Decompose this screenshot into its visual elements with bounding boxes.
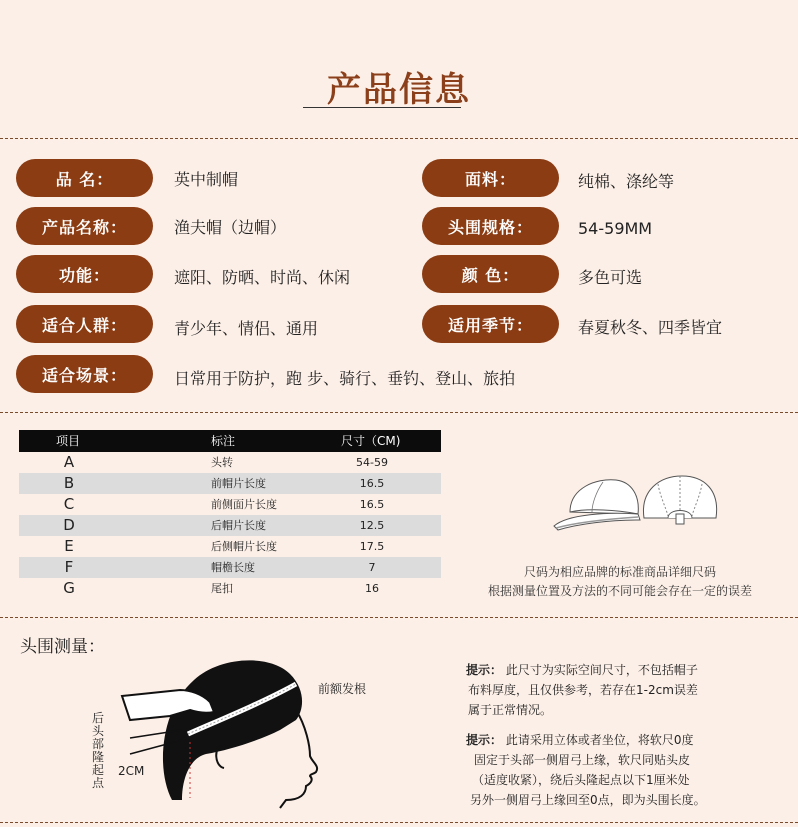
occiput-label: 后头部隆起点 (92, 711, 105, 790)
label-head-size: 头围规格： (422, 207, 559, 245)
cap-illustration (548, 470, 728, 540)
table-row (19, 536, 441, 557)
tip-2-title: 提示： (466, 733, 503, 747)
table-header (19, 430, 441, 452)
header-mark: 标注 (211, 434, 236, 448)
cell-item: B (63, 474, 75, 492)
cell-item: C (63, 495, 75, 513)
value-name: 英中制帽 (174, 169, 239, 189)
header-size: 尺寸（CM) (341, 434, 401, 448)
value-season: 春夏秋冬、四季皆宜 (578, 317, 723, 337)
value-scene: 日常用于防护，跑 步、骑行、垂钓、登山、旅拍 (174, 368, 516, 388)
value-crowd: 青少年、情侣、通用 (174, 318, 319, 338)
tip-1-line: 此尺寸为实际空间尺寸，不包括帽子 (505, 663, 698, 677)
tip-2-line: （适度收紧），绕后头隆起点以下1厘米处 (472, 773, 690, 787)
cell-item: F (64, 558, 74, 576)
cell-size: 17.5 (359, 540, 385, 553)
divider (0, 412, 798, 413)
cell-size: 12.5 (359, 519, 385, 532)
tip-1 (466, 660, 698, 720)
measure-heading: 头围测量： (20, 637, 105, 657)
label-product-name: 产品名称： (16, 207, 153, 245)
cell-item: E (64, 537, 74, 555)
label-scene: 适合场景： (16, 355, 153, 393)
title-underline (303, 107, 461, 108)
header-item: 项目 (56, 434, 81, 448)
divider (0, 822, 798, 823)
tip-2-line: 固定于头部一侧眉弓上缘，软尺同贴头皮 (474, 753, 691, 767)
table-row (19, 557, 441, 578)
table-row (19, 494, 441, 515)
cell-item: D (63, 516, 75, 534)
value-function: 遮阳、防晒、时尚、休闲 (174, 267, 351, 287)
label-color: 颜 色： (422, 255, 559, 293)
value-color: 多色可选 (578, 267, 643, 287)
table-row (19, 452, 441, 473)
label-crowd: 适合人群： (16, 305, 153, 343)
forehead-label: 前额发根 (318, 682, 367, 696)
table-row (19, 515, 441, 536)
size-table (19, 430, 441, 599)
cell-size: 16 (365, 582, 379, 595)
cell-size: 16.5 (359, 477, 385, 490)
cell-item: G (63, 579, 75, 597)
value-product-name: 渔夫帽（边帽） (174, 217, 287, 237)
cell-size: 54-59 (356, 456, 388, 469)
divider (0, 617, 798, 618)
cell-mark: 头转 (211, 456, 233, 469)
value-fabric: 纯棉、涤纶等 (578, 171, 675, 191)
value-head-size: 54-59MM (578, 218, 653, 238)
tip-2 (466, 730, 706, 810)
label-name: 品 名： (16, 159, 153, 197)
head-measure-illustration (110, 650, 330, 810)
page-title: 产品信息 (327, 70, 471, 110)
cm-label: 2CM (118, 764, 145, 778)
cell-mark: 后侧帽片长度 (211, 540, 277, 553)
cell-item: A (63, 453, 75, 471)
cell-size: 16.5 (359, 498, 385, 511)
cell-mark: 前侧面片长度 (211, 498, 277, 511)
table-row (19, 473, 441, 494)
label-fabric: 面料： (422, 159, 559, 197)
tip-1-line: 布料厚度，且仅供参考，若存在1-2cm误差 (468, 683, 698, 697)
divider (0, 138, 798, 139)
cell-mark: 帽檐长度 (211, 561, 255, 574)
size-note-2: 根据测量位置及方法的不同可能会存在一定的误差 (487, 584, 752, 598)
tip-2-line: 此请采用立体或者坐位，将软尺0度 (505, 733, 694, 747)
label-season: 适用季节： (422, 305, 559, 343)
tip-1-title: 提示： (466, 663, 503, 677)
tip-2-line: 另外一侧眉弓上缘回至0点，即为头围长度。 (470, 793, 706, 807)
cell-mark: 尾扣 (211, 582, 233, 595)
cell-mark: 前帽片长度 (211, 477, 266, 490)
cell-size: 7 (368, 561, 376, 574)
size-note-1: 尺码为相应品牌的标准商品详细尺码 (523, 565, 716, 579)
tip-1-line: 属于正常情况。 (468, 703, 553, 717)
table-row (19, 578, 441, 599)
cell-mark: 后帽片长度 (211, 519, 266, 532)
label-function: 功能： (16, 255, 153, 293)
